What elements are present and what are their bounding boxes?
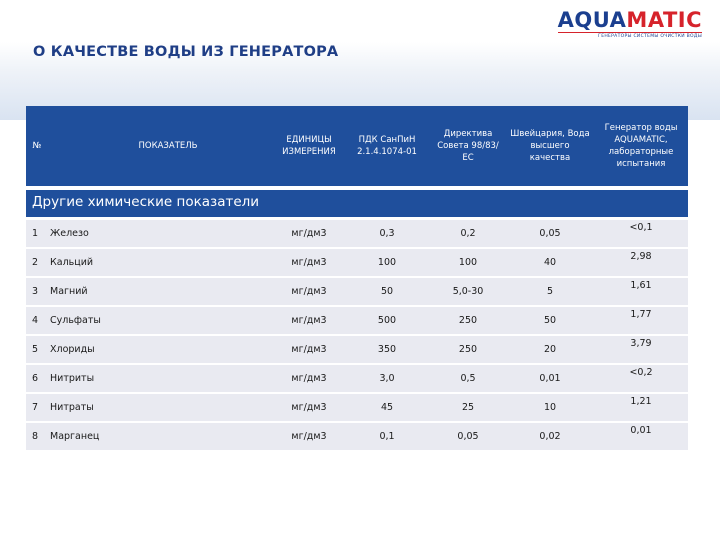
cell-name: Магний (50, 286, 88, 297)
cell-generator: 3,79 (630, 338, 652, 349)
cell-name: Нитраты (50, 402, 94, 413)
cell-unit: мг/дм3 (291, 257, 327, 268)
header-directive: Директива Совета 98/83/ЕС (437, 129, 499, 163)
table-row (26, 423, 688, 450)
cell-unit: мг/дм3 (291, 228, 327, 239)
cell-unit: мг/дм3 (291, 373, 327, 384)
cell-pdk: 100 (377, 257, 397, 268)
cell-generator: <0,2 (629, 367, 653, 378)
cell-name: Нитриты (50, 373, 95, 384)
cell-generator: 1,21 (630, 396, 652, 407)
cell-pdk: 0,1 (379, 431, 395, 442)
table-row (26, 336, 688, 363)
cell-swiss: 20 (543, 344, 557, 355)
cell-num: 6 (32, 373, 39, 384)
cell-directive: 250 (458, 315, 478, 326)
cell-pdk: 500 (377, 315, 397, 326)
header-swiss: Швейцария, Вода высшего качества (510, 129, 590, 163)
cell-generator: 1,77 (630, 309, 652, 320)
page-title: О КАЧЕСТВЕ ВОДЫ ИЗ ГЕНЕРАТОРА (33, 44, 339, 60)
cell-num: 7 (32, 402, 39, 413)
cell-swiss: 0,01 (539, 373, 561, 384)
cell-name: Марганец (50, 431, 100, 442)
cell-pdk: 50 (380, 286, 394, 297)
cell-num: 2 (32, 257, 39, 268)
cell-swiss: 10 (543, 402, 557, 413)
header-generator: Генератор воды AQUAMATIC, лабораторные испытания (604, 123, 678, 169)
cell-generator: <0,1 (629, 222, 653, 233)
cell-directive: 25 (461, 402, 475, 413)
cell-swiss: 0,02 (539, 431, 561, 442)
cell-directive: 100 (458, 257, 478, 268)
table-row (26, 394, 688, 421)
logo-brand-part1: AQUA (557, 8, 627, 32)
cell-unit: мг/дм3 (291, 431, 327, 442)
cell-directive: 5,0-30 (452, 286, 484, 297)
logo-brand-part2: MATIC (626, 8, 702, 32)
cell-unit: мг/дм3 (291, 315, 327, 326)
cell-num: 4 (32, 315, 39, 326)
cell-generator: 1,61 (630, 280, 652, 291)
section-title: Другие химические показатели (32, 194, 260, 210)
cell-name: Хлориды (50, 344, 95, 355)
cell-name: Железо (50, 228, 89, 239)
logo-tagline: ГЕНЕРАТОРЫ СИСТЕМЫ ОЧИСТКИ ВОДЫ (558, 32, 702, 40)
cell-pdk: 350 (377, 344, 397, 355)
table-header (26, 106, 688, 186)
header-num: № (32, 141, 42, 151)
header-indicator: ПОКАЗАТЕЛЬ (138, 141, 198, 151)
cell-pdk: 3,0 (379, 373, 395, 384)
table-row (26, 249, 688, 276)
cell-unit: мг/дм3 (291, 402, 327, 413)
cell-num: 5 (32, 344, 39, 355)
table-row (26, 307, 688, 334)
cell-swiss: 40 (543, 257, 557, 268)
header-units: ЕДИНИЦЫ ИЗМЕРЕНИЯ (282, 135, 336, 157)
cell-directive: 250 (458, 344, 478, 355)
cell-directive: 0,5 (460, 373, 476, 384)
cell-pdk: 45 (380, 402, 394, 413)
cell-generator: 2,98 (630, 251, 652, 262)
cell-swiss: 50 (543, 315, 557, 326)
cell-num: 3 (32, 286, 39, 297)
cell-swiss: 5 (546, 286, 554, 297)
aquamatic-logo (558, 8, 702, 40)
cell-unit: мг/дм3 (291, 344, 327, 355)
cell-num: 1 (32, 228, 39, 239)
cell-pdk: 0,3 (379, 228, 395, 239)
table-row (26, 278, 688, 305)
section-header (26, 190, 688, 217)
header-pdk: ПДК СанПиН 2.1.4.1074-01 (357, 135, 417, 157)
cell-name: Кальций (50, 257, 94, 268)
table-row (26, 220, 688, 247)
cell-generator: 0,01 (630, 425, 652, 436)
cell-directive: 0,2 (460, 228, 476, 239)
cell-swiss: 0,05 (539, 228, 561, 239)
cell-directive: 0,05 (457, 431, 479, 442)
cell-name: Сульфаты (50, 315, 101, 326)
cell-unit: мг/дм3 (291, 286, 327, 297)
table-row (26, 365, 688, 392)
cell-num: 8 (32, 431, 39, 442)
